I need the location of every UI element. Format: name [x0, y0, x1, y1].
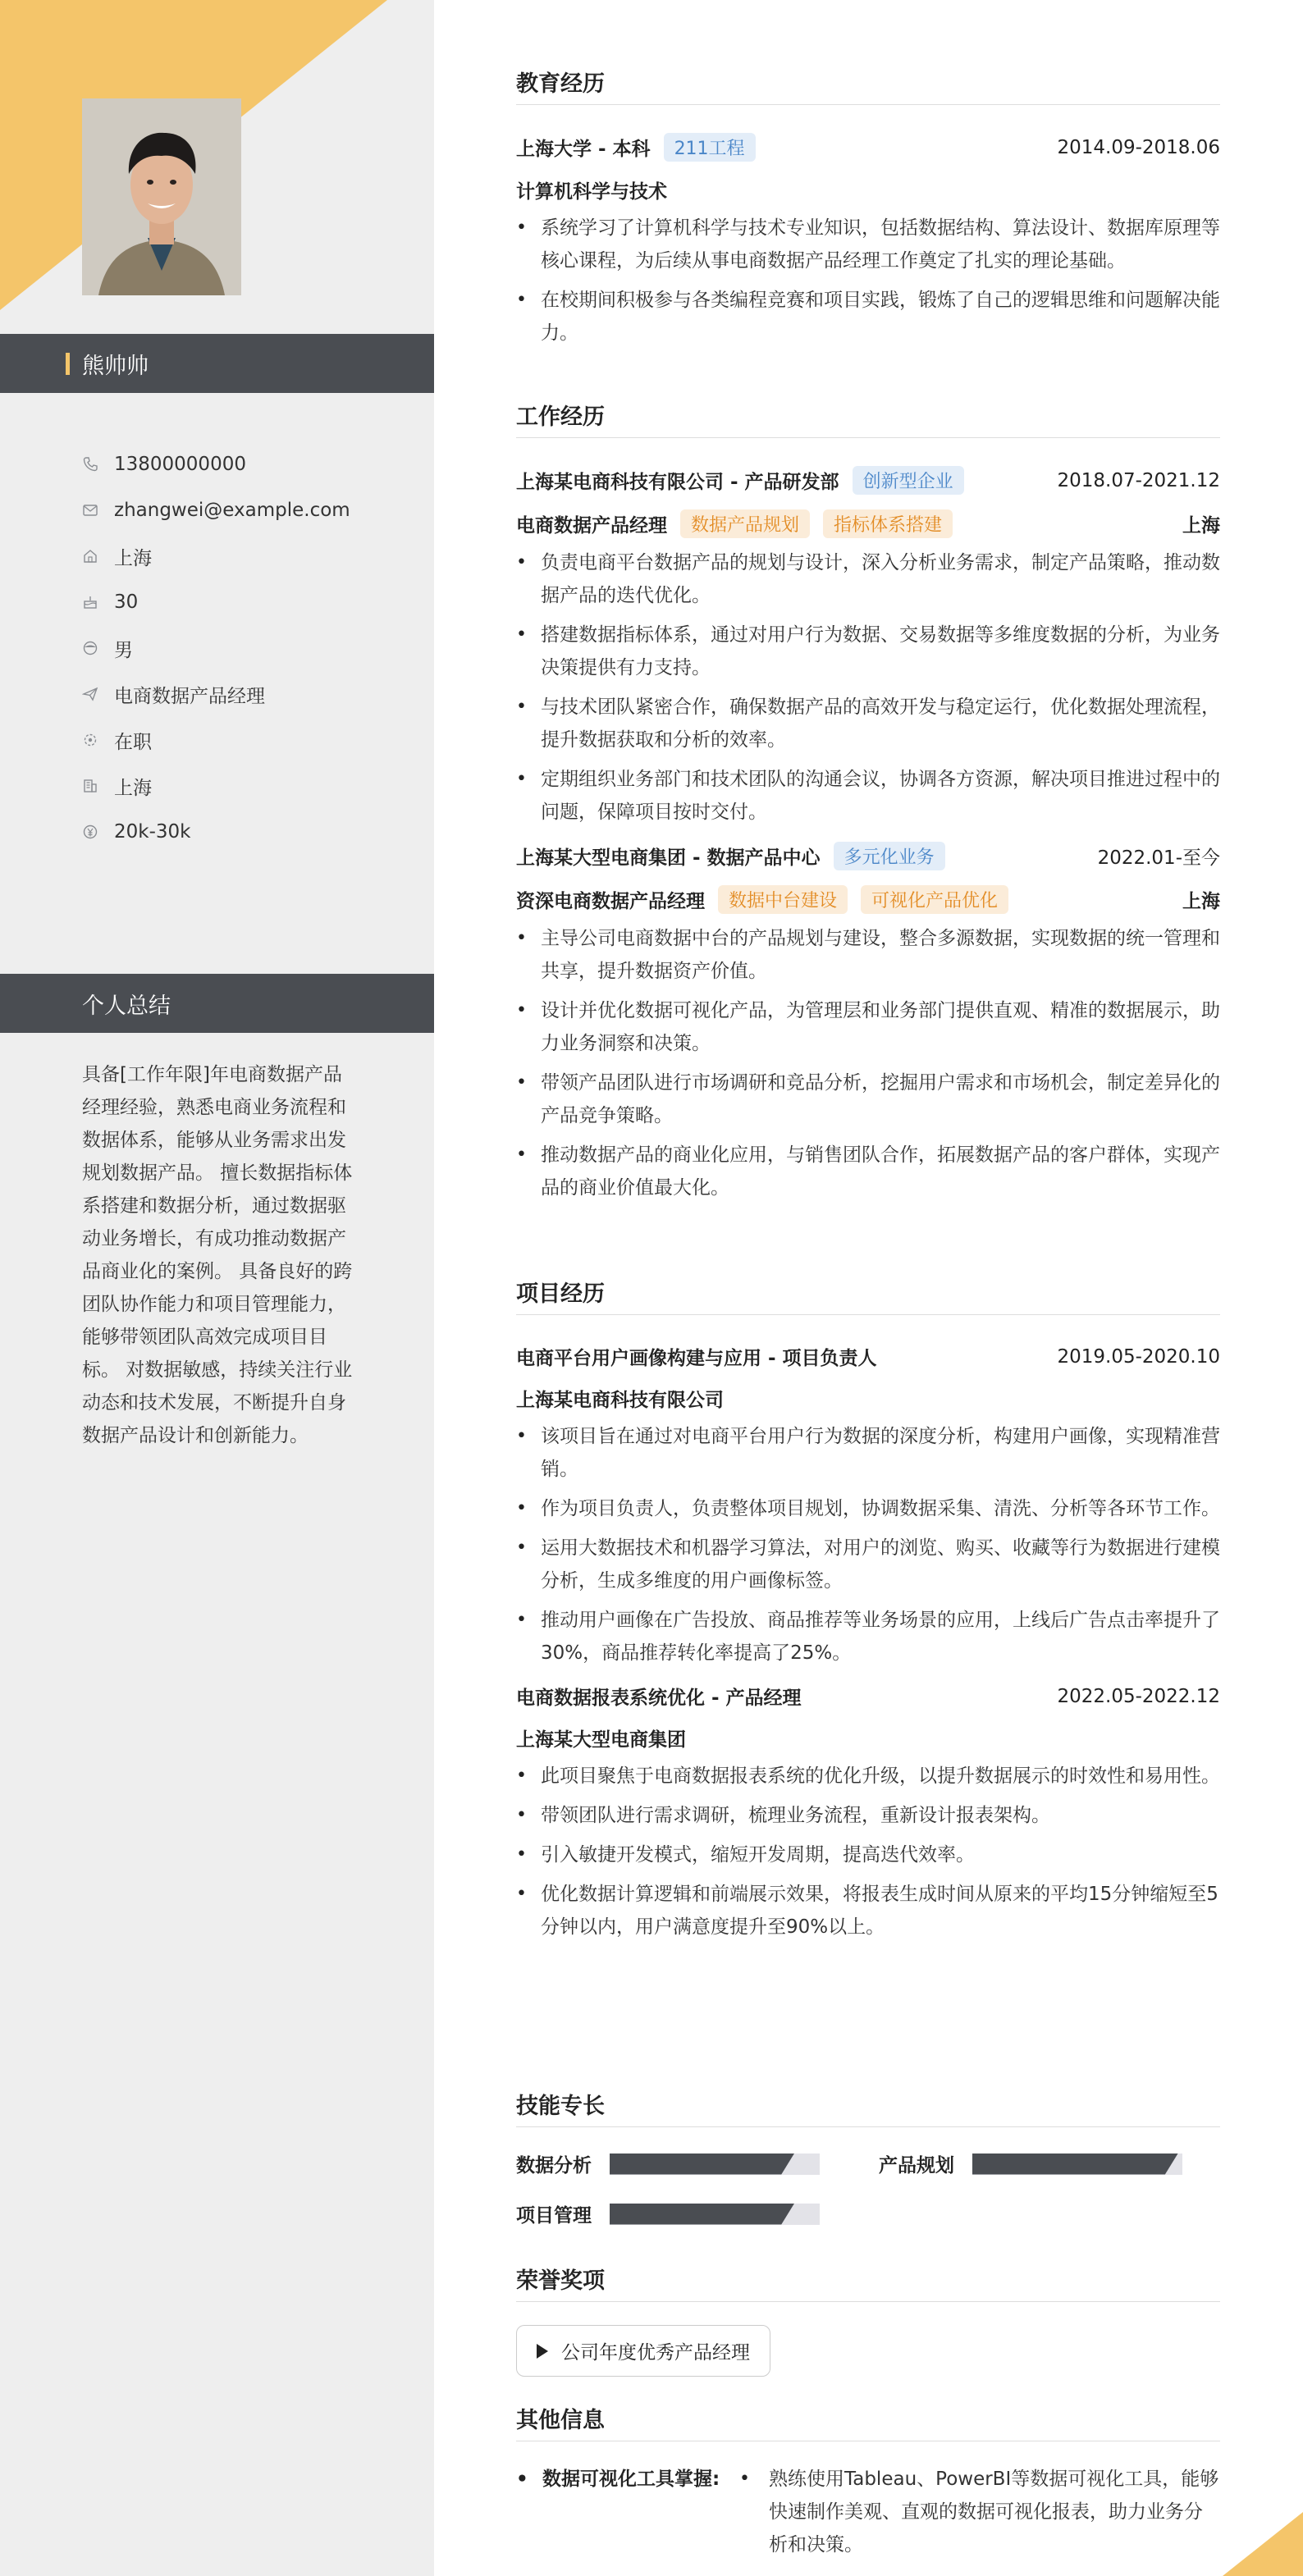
job-role: 资深电商数据产品经理	[516, 891, 705, 912]
projects-section	[516, 1276, 1220, 1950]
job-header	[516, 466, 1220, 495]
list-item: • 引入敏捷开发模式，缩短开发周期，提高迭代效率。	[516, 1838, 1220, 1871]
skill-bar-fill	[610, 2154, 794, 2175]
skills-title: 技能专长	[516, 2088, 1220, 2127]
job-entry	[516, 842, 1220, 1204]
info-city	[82, 533, 350, 579]
honors-section	[516, 2263, 1220, 2377]
list-item: • 负责电商平台数据产品的规划与设计，深入分析业务需求，制定产品策略，推动数据产品的迭代优化。	[516, 546, 1220, 612]
email-text: zhangwei@example.com	[114, 500, 350, 521]
project-header	[516, 1683, 1220, 1710]
summary-text: 具备[工作年限]年电商数据产品经理经验，熟悉电商业务流程和数据体系，能够从业务需求出发规划数据产品。 擅长数据指标体系搭建和数据分析，通过数据驱动业务增长，有成功推动数据产品商业化的案例。 具备良好的跨团队协作能力和项目管理能力，能够带领团队高效完成项目目标。 对数据敏感，持续关注行业动态和技术发展，不断提升自身数据产品设计和创新能力。	[82, 1064, 353, 1446]
name-bar	[0, 334, 434, 393]
skill-name: 产品规划	[879, 2155, 954, 2176]
info-email	[82, 487, 350, 533]
project-entry	[516, 1343, 1220, 1669]
award-badge	[516, 2325, 770, 2377]
other-values	[739, 2463, 1220, 2568]
list-item: • 系统学习了计算机科学与技术专业知识，包括数据结构、算法设计、数据库原理等核心课程，为后续从事电商数据产品经理工作奠定了扎实的理论基础。	[516, 212, 1220, 277]
position-text: 电商数据产品经理	[114, 685, 265, 707]
list-item: • 熟练使用Tableau、PowerBI等数据可视化工具，能够快速制作美观、直观的数据可视化报表，助力业务分析和决策。	[739, 2463, 1220, 2561]
status-icon	[82, 732, 98, 748]
age-icon	[82, 594, 98, 610]
project-org: 上海某大型电商集团	[516, 1729, 686, 1751]
school-name: 上海大学 - 本科	[516, 139, 651, 160]
work-title: 工作经历	[516, 399, 1220, 438]
skill-item	[516, 2150, 879, 2177]
skill-bar	[610, 2204, 820, 2225]
list-item: • 优化数据计算逻辑和前端展示效果，将报表生成时间从原来的平均15分钟缩短至5分钟以内，用户满意度提升至90%以上。	[516, 1878, 1220, 1943]
education-section	[516, 66, 1220, 356]
list-item: • 带领团队进行需求调研，梳理业务流程，重新设计报表架构。	[516, 1799, 1220, 1832]
honors-title: 荣誉奖项	[516, 2263, 1220, 2302]
list-item: • 作为项目负责人，负责整体项目规划，协调数据采集、清洗、分析等各环节工作。	[516, 1492, 1220, 1525]
job-role-row	[516, 509, 1220, 538]
project-date: 2022.05-2022.12	[1057, 1685, 1220, 1707]
school-tag: 211工程	[664, 133, 756, 162]
skill-item	[516, 2200, 879, 2227]
phone-text: 13800000000	[114, 454, 246, 475]
list-item: • 运用大数据技术和机器学习算法，对用户的浏览、购买、收藏等行为数据进行建模分析，生成多维度的用户画像标签。	[516, 1532, 1220, 1597]
send-icon	[82, 686, 98, 702]
info-phone	[82, 441, 350, 487]
job-date: 2018.07-2021.12	[1057, 469, 1220, 491]
status-text: 在职	[114, 731, 152, 753]
role-tag: 数据中台建设	[718, 885, 848, 914]
project-org: 上海某电商科技有限公司	[516, 1390, 724, 1411]
project-bullets	[516, 1760, 1220, 1943]
info-position	[82, 671, 350, 717]
info-gender	[82, 625, 350, 671]
major-name: 计算机科学与技术	[516, 181, 667, 203]
job-bullets	[516, 922, 1220, 1204]
list-item: • 搭建数据指标体系，通过对用户行为数据、交易数据等多维度数据的分析，为业务决策提供有力支持。	[516, 619, 1220, 684]
info-target-city	[82, 763, 350, 809]
job-role-row	[516, 885, 1220, 914]
job-date: 2022.01-至今	[1097, 847, 1220, 869]
gender-icon	[82, 640, 98, 656]
project-header	[516, 1343, 1220, 1370]
education-title: 教育经历	[516, 66, 1220, 105]
job-role: 电商数据产品经理	[516, 515, 667, 537]
mail-icon	[82, 502, 98, 518]
role-tag: 数据产品规划	[680, 509, 810, 538]
job-entry	[516, 466, 1220, 829]
work-section	[516, 399, 1220, 1211]
skill-bar-fill	[972, 2154, 1178, 2175]
company-name: 上海某电商科技有限公司 - 产品研发部	[516, 472, 839, 493]
decor-corner-triangle	[1223, 2512, 1303, 2576]
list-item: • 带领产品团队进行市场调研和竞品分析，挖掘用户需求和市场机会，制定差异化的产品竞争策略。	[516, 1066, 1220, 1132]
list-item: • 此项目聚焦于电商数据报表系统的优化升级，以提升数据展示的时效性和易用性。	[516, 1760, 1220, 1793]
age-text: 30	[114, 591, 139, 613]
list-item: • 定期组织业务部门和技术团队的沟通会议，协调各方资源，解决项目推进过程中的问题，保障项目按时交付。	[516, 763, 1220, 829]
avatar	[82, 98, 241, 295]
other-row	[516, 2463, 1220, 2568]
job-header	[516, 842, 1220, 870]
project-name: 电商平台用户画像构建与应用 - 项目负责人	[516, 1348, 877, 1369]
list-item: • 主导公司电商数据中台的产品规划与建设，整合多源数据，实现数据的统一管理和共享，提升数据资产价值。	[516, 922, 1220, 988]
company-name: 上海某大型电商集团 - 数据产品中心	[516, 847, 821, 869]
project-bullets	[516, 1420, 1220, 1669]
skill-name: 数据分析	[516, 2155, 592, 2176]
contact-info	[82, 441, 350, 855]
summary-title: 个人总结	[82, 993, 171, 1019]
target-city-text: 上海	[114, 777, 152, 799]
job-bullets	[516, 546, 1220, 829]
city-text: 上海	[114, 547, 152, 569]
candidate-name: 熊帅帅	[82, 353, 149, 379]
info-status	[82, 717, 350, 763]
list-item: • 设计并优化数据可视化产品，为管理层和业务部门提供直观、精准的数据展示，助力业务洞察和决策。	[516, 994, 1220, 1060]
list-item: • 与技术团队紧密合作，确保数据产品的高效开发与稳定运行，优化数据处理流程，提升数据获取和分析的效率。	[516, 691, 1220, 756]
skill-bar-fill	[610, 2204, 794, 2225]
role-tag: 指标体系搭建	[823, 509, 953, 538]
company-tag: 多元化业务	[834, 842, 945, 870]
building-icon	[82, 778, 98, 794]
projects-title: 项目经历	[516, 1276, 1220, 1315]
gender-text: 男	[114, 639, 133, 661]
education-date: 2014.09-2018.06	[1057, 136, 1220, 158]
phone-icon	[82, 456, 98, 473]
award-text: 公司年度优秀产品经理	[561, 2342, 750, 2364]
skill-name: 项目管理	[516, 2205, 592, 2227]
summary-header	[0, 974, 434, 1033]
salary-icon	[82, 824, 98, 840]
skill-item	[879, 2150, 1207, 2177]
list-item: • 该项目旨在通过对电商平台用户行为数据的深度分析，构建用户画像，实现精准营销。	[516, 1420, 1220, 1486]
project-date: 2019.05-2020.10	[1057, 1345, 1220, 1368]
skill-bar	[610, 2154, 820, 2175]
project-name: 电商数据报表系统优化 - 产品经理	[516, 1688, 802, 1709]
project-entry	[516, 1683, 1220, 1943]
name-accent	[66, 353, 70, 375]
job-location: 上海	[1182, 515, 1220, 537]
education-header	[516, 133, 1220, 162]
salary-text: 20k-30k	[114, 821, 191, 843]
play-icon	[537, 2344, 548, 2359]
info-salary	[82, 809, 350, 855]
list-item: • 在校期间积极参与各类编程竞赛和项目实践，锻炼了自己的逻辑思维和问题解决能力。	[516, 284, 1220, 349]
job-location: 上海	[1182, 891, 1220, 912]
skills-section	[516, 2088, 1220, 2227]
skills-grid	[516, 2150, 1220, 2227]
other-section	[516, 2402, 1220, 2568]
other-title: 其他信息	[516, 2402, 1220, 2441]
info-age	[82, 579, 350, 625]
education-bullets	[516, 212, 1220, 349]
home-icon	[82, 548, 98, 564]
skill-bar	[972, 2154, 1182, 2175]
list-item: • 推动数据产品的商业化应用，与销售团队合作，拓展数据产品的客户群体，实现产品的商业价值最大化。	[516, 1139, 1220, 1204]
other-label: • 数据可视化工具掌握:	[516, 2463, 739, 2568]
company-tag: 创新型企业	[853, 466, 964, 495]
list-item: • 推动用户画像在广告投放、商品推荐等业务场景的应用，上线后广告点击率提升了30%，商品推荐转化率提高了25%。	[516, 1604, 1220, 1669]
sidebar	[0, 0, 434, 2576]
role-tag: 可视化产品优化	[861, 885, 1008, 914]
